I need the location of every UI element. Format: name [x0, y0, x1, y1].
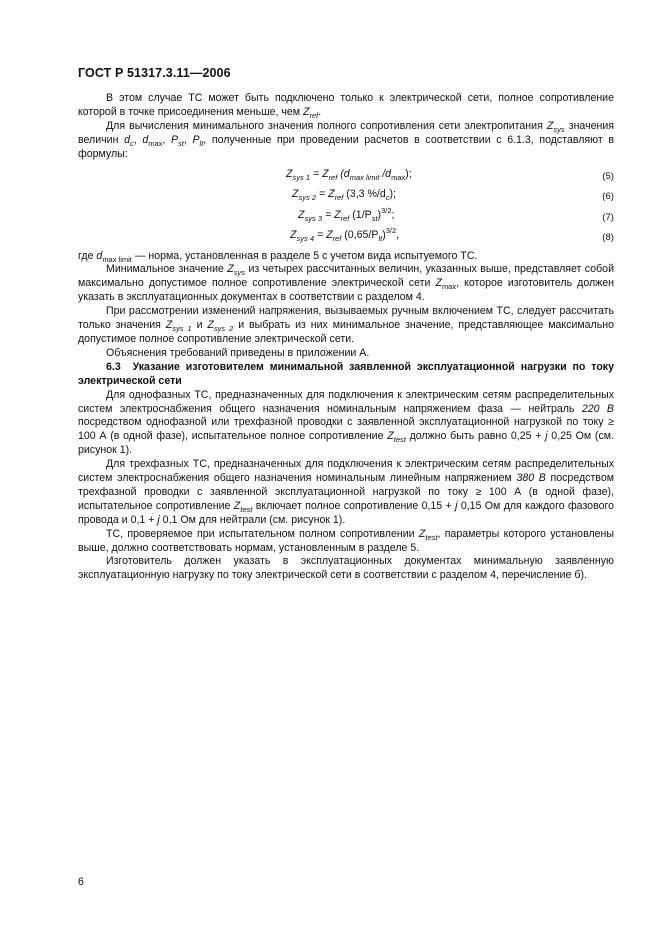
paragraph-three-phase: Для трехфазных ТС, предназначенных для подключения к электрическим сетям распределительных систем электроснабжения общего назначения номинальным линейным напряжением 380 В посредством трехфазной проводки с заявленной эксплуатационной нагрузкой по току ≥ 100 А (в одной фазе), испытательное сопротивление $Z_{test}$ включает полное сопротивление 0,15 + j 0,15 Ом для каждого фазового провода и 0,1 + j 0,1 Ом для нейтрали (см. рисунок 1). [78, 458, 614, 526]
formula-expression: $Z_{sys 2} = Z_{ref}$ (3,3 $\%/d_c$); [292, 188, 396, 203]
paragraph-minimum: Минимальное значение $Z_{sys}$ из четырех рассчитанных величин, указанных выше, представляет собой максимально допустимое полное сопротивление электрической сети $Z_{max}$, которое изготовитель должен указать в эксплуатационных документах в соответствии с разделом 4. [78, 263, 614, 304]
section-heading-6-3: 6.3 Указание изготовителем минимальной заявленной эксплуатационной нагрузки по току электрической сети [78, 360, 614, 387]
formula-5 [78, 166, 614, 187]
paragraph-voltage-changes: При рассмотрении изменений напряжения, вызываемых ручным включением ТС, следует рассчитать только значения $Z_{sys 1}$ и $Z_{sys 2}$ и выбрать из них минимальное значение, представляющее максимально допустимое полное сопротивление электрической сети. [78, 305, 614, 345]
formula-number: (8) [602, 232, 614, 244]
paragraph-explanations: Объяснения требований приведены в приложении А. [106, 346, 370, 359]
document-header: ГОСТ Р 51317.3.11—2006 [78, 66, 231, 80]
page-number: 6 [78, 876, 84, 888]
paragraph-connection: В этом случае ТС может быть подключено только к электрической сети, полное сопротивление которой в точке присоединения меньше, чем $Z_{ref}$. [78, 92, 614, 120]
formula-number: (7) [602, 211, 614, 223]
formula-8 [78, 227, 614, 248]
formula-6 [78, 186, 614, 207]
formula-number: (6) [602, 191, 614, 203]
paragraph-where: где $d_{max limit}$ — норма, установленная в разделе 5 с учетом вида испытуемого ТС. [78, 249, 478, 264]
formula-7 [78, 207, 614, 228]
formula-number: (5) [602, 170, 614, 182]
formula-expression: $Z_{sys 4} = Z_{ref}$ $(0,65/P_{lt})^{3/2}$, [290, 226, 400, 244]
formula-expression: $Z_{sys 1} = Z_{ref}$ ($d_{max limit}$ $/d_{max}$); [286, 167, 412, 182]
document-body [78, 92, 614, 583]
paragraph-calculation: Для вычисления минимального значения полного сопротивления сети электропитания $Z_{sys}$ значения величин $d_c$, $d_{max}$, $P_{st}$, $P_{lt}$, полученные при проведении расчетов в соответствии с 6.1.3, подставляют в формулы: [78, 119, 614, 160]
formula-block [78, 166, 614, 248]
formula-expression: $Z_{sys 3} = Z_{ref}$ $(1/P_{st})^{3/2}$; [298, 205, 395, 223]
paragraph-tested-equipment: ТС, проверяемое при испытательном полном сопротивлении $Z_{test}$, параметры которого установлены выше, должно соответствовать нормам, установленным в разделе 5. [78, 527, 614, 554]
paragraph-single-phase: Для однофазных ТС, предназначенных для подключения к электрическим сетям распределительных систем электроснабжения общего назначения номинальным напряжением фаза — нейтраль 220 В посредством однофазной или трехфазной проводки с заявленной эксплуатационной нагрузкой по току ≥ 100 А (в одной фазе), испытательное полное сопротивление $Z_{test}$ должно быть равно 0,25 + j 0,25 Ом (см. рисунок 1). [78, 388, 614, 457]
paragraph-manufacturer: Изготовитель должен указать в эксплуатационных документах минимальную заявленную эксплуатационную нагрузку по току электрической сети в соответствии с разделом 4, перечисление б). [78, 555, 614, 582]
